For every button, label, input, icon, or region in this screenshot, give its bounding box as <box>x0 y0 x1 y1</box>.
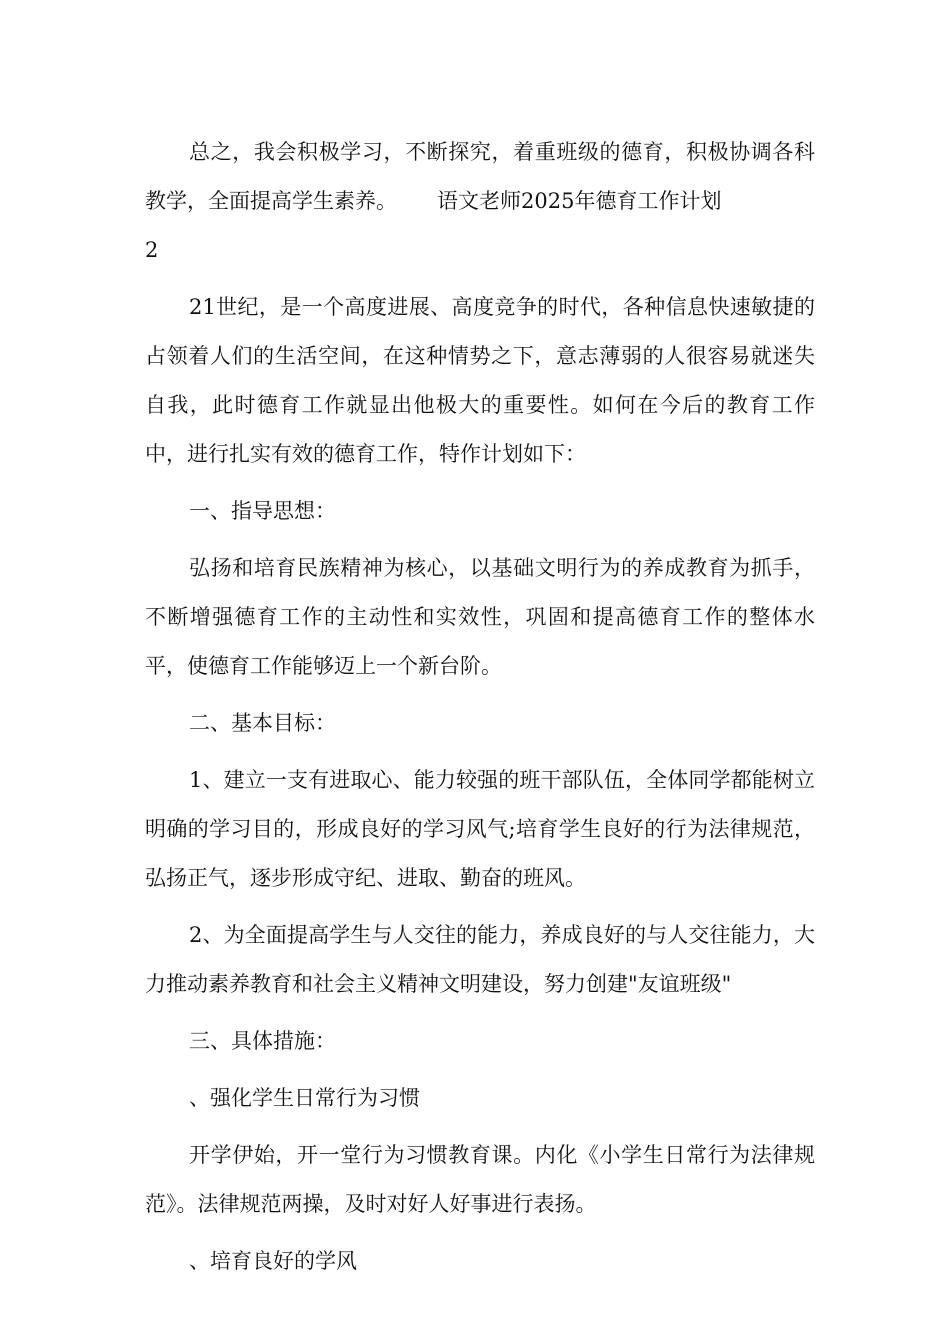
document-body <box>145 128 815 1286</box>
measure-subtitle-2: 、培育良好的学风 <box>189 1249 357 1273</box>
intro-text: 总之，我会积极学习，不断探究，着重班级的德育，积极协调各科教学，全面提高学生素养。 <box>145 140 815 213</box>
goal-item-2: 2、为全面提高学生与人交往的能力，养成良好的与人交往能力，大力推动素养教育和社会主义精神文明建设，努力创建"友谊班级" <box>145 923 815 996</box>
intro-paragraph <box>145 128 815 226</box>
section-title-basic-goals: 二、基本目标： <box>189 711 336 735</box>
paragraph-overview: 21世纪，是一个高度进展、高度竞争的时代，各种信息快速敏捷的占领着人们的生活空间，在这种情势之下，意志薄弱的人很容易就迷失自我，此时德育工作就显出他极大的重要性。如何在今后的教育工作中，进行扎实有效的德育工作，特作计划如下： <box>145 295 815 466</box>
heading-number: 2 <box>145 238 159 262</box>
measure-body-1: 开学伊始，开一堂行为习惯教育课。内化《小学生日常行为法律规范》。法律规范两操，及时对好人好事进行表扬。 <box>145 1143 815 1216</box>
measure-subtitle-1: 、强化学生日常行为习惯 <box>189 1086 420 1110</box>
section-title-measures: 三、具体措施： <box>189 1029 336 1053</box>
document-heading: 语文老师2025年德育工作计划 <box>437 189 722 213</box>
goal-item-1: 1、建立一支有进取心、能力较强的班干部队伍，全体同学都能树立明确的学习目的，形成良好的学习风气;培育学生良好的行为法律规范，弘扬正气，逐步形成守纪、进取、勤奋的班风。 <box>145 768 815 890</box>
paragraph-guiding-thought: 弘扬和培育民族精神为核心，以基础文明行为的养成教育为抓手，不断增强德育工作的主动性和实效性，巩固和提高德育工作的整体水平，使德育工作能够迈上一个新台阶。 <box>145 556 815 678</box>
section-title-guiding-thought: 一、指导思想： <box>189 499 336 523</box>
